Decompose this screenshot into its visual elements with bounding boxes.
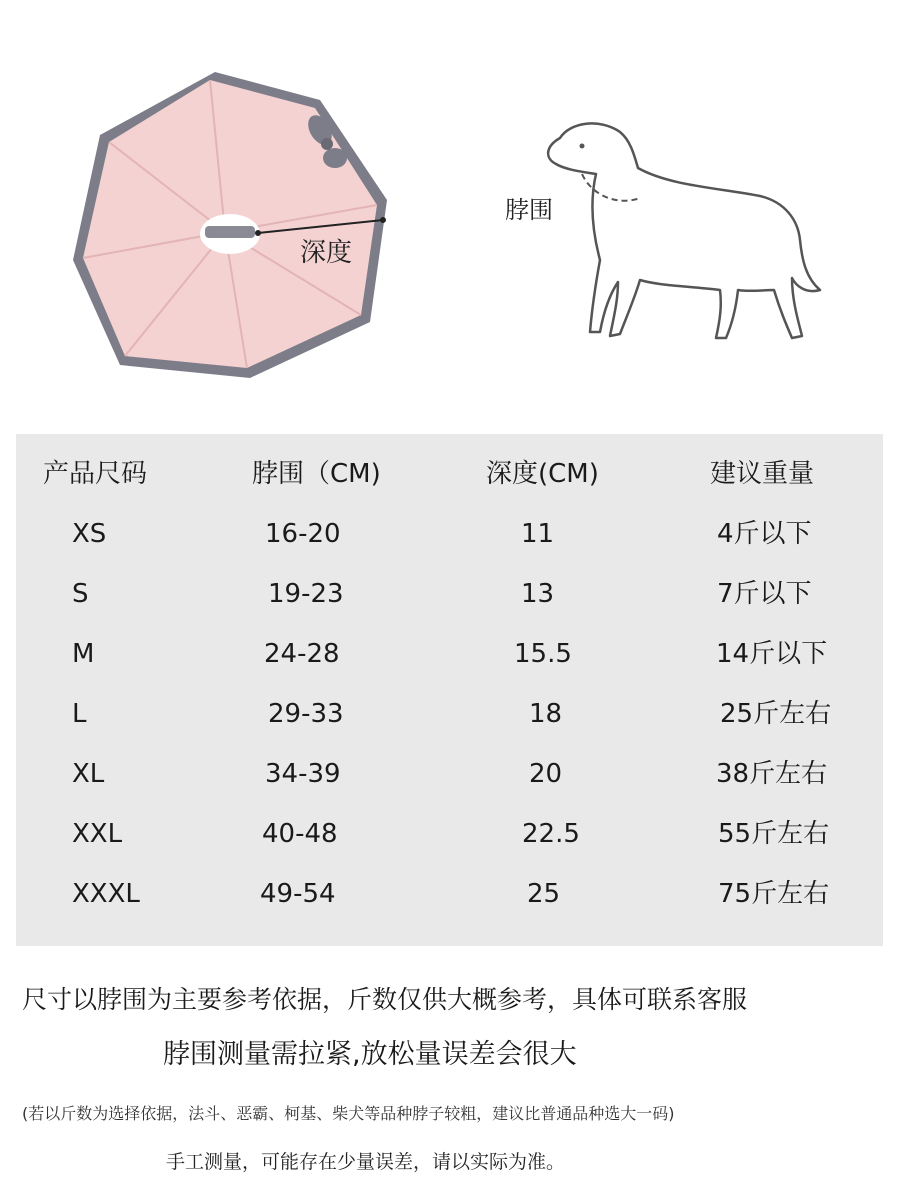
cell-weight: 14斤以下: [716, 639, 828, 669]
cell-size: XL: [72, 759, 105, 789]
cell-size: M: [72, 639, 95, 669]
depth-label: 深度: [300, 238, 353, 268]
header-size: 产品尺码: [43, 459, 148, 489]
table-row: [16, 804, 883, 864]
table-row: [16, 864, 883, 924]
header-depth: 深度(CM): [486, 459, 599, 489]
cell-depth: 13: [521, 579, 555, 609]
cell-size: S: [72, 579, 89, 609]
cell-size: XXXL: [72, 879, 140, 909]
cell-size: L: [72, 699, 87, 729]
cell-neck: 16-20: [265, 519, 341, 549]
cell-size: XS: [72, 519, 107, 549]
cell-neck: 24-28: [264, 639, 340, 669]
cell-depth: 18: [529, 699, 563, 729]
cell-weight: 4斤以下: [717, 519, 812, 549]
table-row: [16, 684, 883, 744]
table-header: [16, 444, 883, 504]
cell-weight: 25斤左右: [720, 699, 832, 729]
cell-weight: 7斤以下: [717, 579, 812, 609]
header-weight: 建议重量: [710, 459, 815, 489]
table-row: [16, 564, 883, 624]
note-reference-basis: 尺寸以脖围为主要参考依据，斤数仅供大概参考，具体可联系客服: [22, 985, 748, 1014]
cell-depth: 22.5: [522, 819, 580, 849]
cell-size: XXL: [72, 819, 123, 849]
cell-depth: 15.5: [514, 639, 572, 669]
cell-neck: 49-54: [260, 879, 336, 909]
neck-label: 脖围: [505, 196, 553, 224]
dog-outline-icon: [530, 110, 830, 360]
cell-weight: 55斤左右: [718, 819, 830, 849]
product-illustration: [0, 0, 900, 420]
note-measure-tight: 脖围测量需拉紧,放松量误差会很大: [163, 1039, 577, 1070]
size-chart-table: [16, 434, 883, 946]
table-row: [16, 744, 883, 804]
pet-cone-collar-image: [65, 60, 395, 400]
cell-depth: 20: [529, 759, 563, 789]
cell-neck: 19-23: [268, 579, 344, 609]
cell-neck: 29-33: [268, 699, 344, 729]
cell-weight: 75斤左右: [718, 879, 830, 909]
table-row: [16, 504, 883, 564]
header-neck: 脖围（CM): [252, 459, 381, 489]
cell-weight: 38斤左右: [716, 759, 828, 789]
table-row: [16, 624, 883, 684]
cell-depth: 25: [527, 879, 561, 909]
cell-depth: 11: [521, 519, 555, 549]
cell-neck: 34-39: [265, 759, 341, 789]
note-manual-measurement: 手工测量，可能存在少量误差，请以实际为准。: [166, 1151, 566, 1173]
note-breed-advice: (若以斤数为选择依据，法斗、恶霸、柯基、柴犬等品种脖子较粗，建议比普通品种选大一码): [22, 1104, 675, 1123]
cell-neck: 40-48: [262, 819, 338, 849]
